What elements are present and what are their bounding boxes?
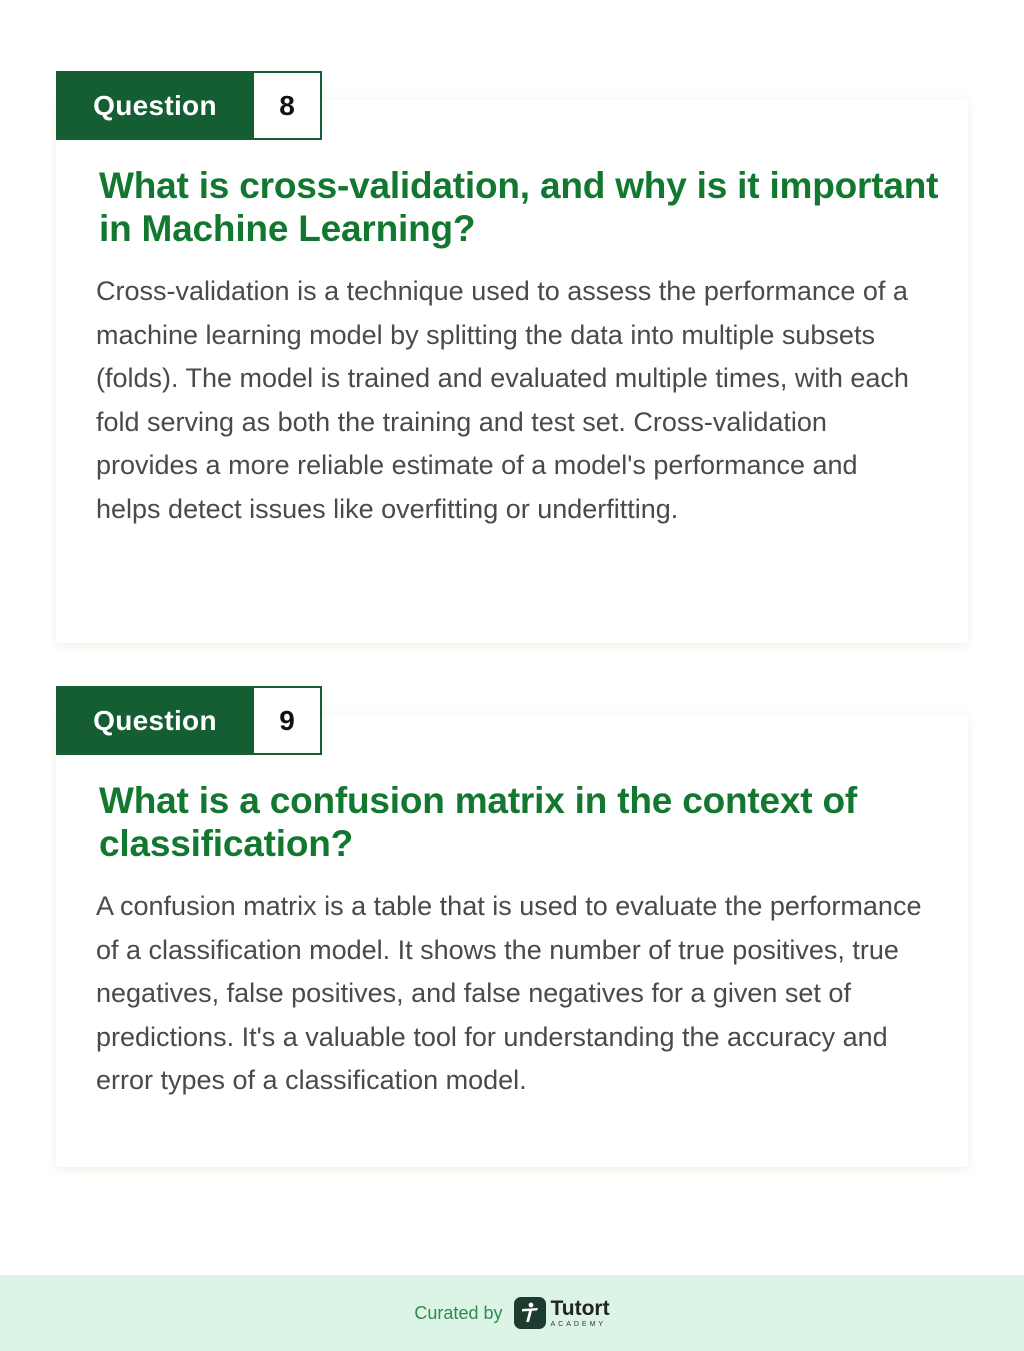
question-number: 8	[254, 71, 322, 140]
question-word: Question	[56, 686, 254, 755]
brand-subtitle: ACADEMY	[550, 1321, 607, 1328]
question-title: What is a confusion matrix in the context of classification?	[99, 780, 857, 864]
question-block-8	[56, 71, 968, 643]
question-label	[56, 686, 322, 755]
tutort-brand	[514, 1297, 609, 1329]
brand-name: Tutort	[550, 1297, 610, 1320]
question-number: 9	[254, 686, 322, 755]
footer	[0, 1275, 1024, 1351]
question-word: Question	[56, 71, 254, 140]
question-answer: Cross-validation is a technique used to assess the performance of a machine learning model by splitting the data into multiple subsets (folds). The model is trained and evaluated multiple times, with each fold serving as both the training and test set. Cross-validation provides a more reliable estimate of a model's performance and helps detect issues like overfitting or underfitting.	[96, 276, 909, 524]
question-label	[56, 71, 322, 140]
question-title: What is cross-validation, and why is it important in Machine Learning?	[99, 165, 939, 249]
question-block-9	[56, 686, 968, 1167]
curated-by-text: Curated by	[414, 1302, 503, 1323]
question-answer: A confusion matrix is a table that is used to evaluate the performance of a classification model. It shows the number of true positives, true negatives, false positives, and false negatives for a given set of predictions. It's a valuable tool for understanding the accuracy and error types of a classification model.	[96, 891, 922, 1096]
tutort-logo-icon	[514, 1297, 546, 1329]
